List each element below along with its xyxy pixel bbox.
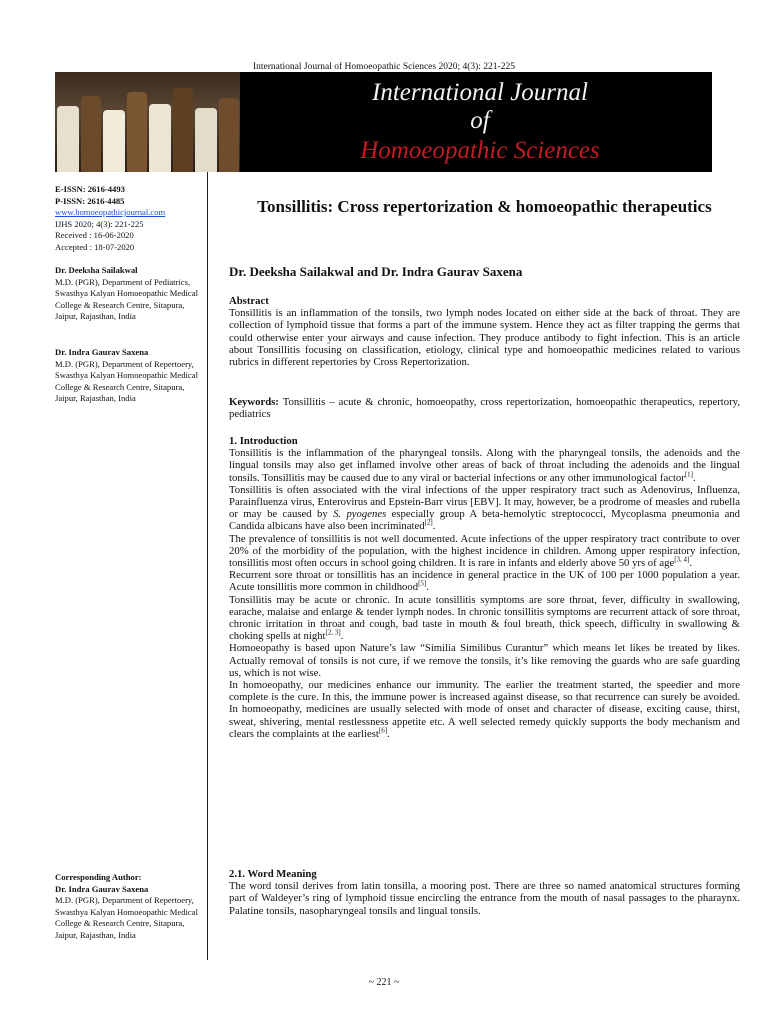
abstract-text: Tonsillitis is an inflammation of the tonsils, two lymph nodes located on either side at the back of throat. They are collection of lymphoid tissue that forms a part of the immune system. Hence they act as filter trapping the germs that could otherwise enter your airways and cause infection. They produce antibody to fight infection. This is an article about Tonsillitis focusing on classification, etiology, clinical type and homoeopathic medicines related to various rubrics in different repertories by Cross Repertorization. (229, 307, 740, 369)
banner-title-line1: International Journal (372, 79, 588, 106)
paragraph: Homoeopathy is based upon Nature’s law “Similia Similibus Curantur” which means let likes be treated by likes. Actually removal of tonsils is not cure, if we remove the tonsils, it’s like removing the guards who are safe guarding us, which is not wise. (229, 642, 740, 679)
eissn: E-ISSN: 2616-4493 (55, 184, 125, 194)
paragraph: The word tonsil derives from latin tonsilla, a mooring post. There are three so named anatomical structures forming part of Waldeyer’s ring of lymphoid tissue encircling the entrance from the mouth of nasal passages to the pharaynx. Palatine tonsils, nasopharyngeal tonsils and lingual tonsils. (229, 880, 740, 917)
page-number: ~ 221 ~ (368, 977, 400, 988)
paragraph: In homoeopathy, our medicines enhance our immunity. The earlier the treatment started, the speedier and more complete is the cure. In this, the immune power is increased against disease, so that recurrence can surely be avoided. In homoeopathy, medicines are usually selected with mode of onset and character of disease, exciting cause, thirst, sweat, shivering, mental restlessness appetite etc. A well selected remedy quickly supports the body mechanism and clears the complaints at the earliest[6]. (229, 679, 740, 740)
abstract-section (229, 295, 740, 368)
author2-name: Dr. Indra Gaurav Saxena (55, 347, 149, 357)
paragraph: Tonsillitis is the inflammation of the pharyngeal tonsils. Along with the pharyngeal tonsils, the adenoids and the lingual tonsils may also get inflamed involve other areas of back of throat including the adenoids and the lingual tonsils. Tonsillitis may be caused due to any viral or bacterial infections or any other immunological factor[1]. (229, 447, 740, 484)
intro-heading: 1. Introduction (229, 435, 298, 447)
corresponding-label: Corresponding Author: (55, 872, 142, 882)
keywords-section (229, 396, 740, 420)
citation-ref: [1] (684, 470, 693, 479)
accepted-date: Accepted : 18-07-2020 (55, 241, 135, 252)
sidebar-meta (55, 184, 203, 254)
introduction-section (229, 435, 740, 740)
paragraph: The prevalence of tonsillitis is not well documented. Acute infections of the upper respiratory tract contribute to over 20% of the morbidity of the population, with the highest incidence in children. Among upper respiratory infection, tonsillitis most often occurs in school going children. It is rare in infants and elderly above 50 yrs of age[3, 4]. (229, 532, 740, 570)
author1-name: Dr. Deeksha Sailakwal (55, 265, 138, 275)
website-link[interactable]: www.homoeopathicjournal.com (55, 207, 166, 218)
received-date: Received : 16-06-2020 (55, 230, 134, 241)
citation: IJHS 2020; 4(3): 221-225 (55, 218, 144, 229)
banner-title-line3: Homoeopathic Sciences (360, 137, 600, 164)
medicine-bottles-image (55, 72, 240, 172)
column-divider (207, 172, 208, 960)
paragraph: Recurrent sore throat or tonsillitis has an incidence in general practice in the UK of 100 per 1000 population a year. Acute tonsillitis more common in childhood[5]. (229, 569, 740, 594)
sidebar-corresponding (55, 872, 203, 942)
paragraph: Tonsillitis is often associated with the viral infections of the upper respiratory tract such as Adenovirus, Influenza, Parainfluenza virus, Enterovirus and Epstein-Barr virus [EBV]. It may, however, be a prodrome of measles and rubella or may be caused by S. pyogenes especially group A beta-hemolytic streptococci, Mycoplasma pneumonia and Candida albicans have also been incriminated[2]. (229, 483, 741, 533)
article-title: Tonsillitis: Cross repertorization & homoeopathic therapeutics (257, 197, 712, 216)
corresponding-name: Dr. Indra Gaurav Saxena (55, 883, 149, 894)
author2-affiliation: M.D. (PGR), Department of Repertoery, Swasthya Kalyan Homoeopathic Medical College & Research Centre, Sitapura, Jaipur, Rajasthan, India (55, 358, 198, 404)
article-authors: Dr. Deeksha Sailakwal and Dr. Indra Gaurav Saxena (229, 264, 523, 279)
word-meaning-section (229, 868, 740, 917)
running-header: International Journal of Homoeopathic Sciences 2020; 4(3): 221-225 (253, 62, 515, 72)
banner-title-line2: of (470, 107, 490, 134)
sidebar-author1 (55, 265, 203, 323)
word-meaning-heading: 2.1. Word Meaning (229, 868, 317, 880)
journal-banner (55, 72, 712, 172)
abstract-heading: Abstract (229, 295, 269, 307)
corresponding-affiliation: M.D. (PGR), Department of Repertoery, Swasthya Kalyan Homoeopathic Medical College & Research Centre, Sitapura, Jaipur, Rajasthan, India (55, 895, 198, 940)
citation-ref: [2] (424, 518, 433, 527)
keywords-label: Keywords: (229, 396, 279, 408)
paragraph: Tonsillitis may be acute or chronic. In acute tonsillitis symptoms are sore throat, fever, difficulty in swallowing, earache, malaise and enlarge & tender lymph nodes. In chronic tonsillitis symptoms are recurrent attack of sore throat, chronic irritation in throat and cough, bad taste in mouth & foul breath, thick speech, difficulty in swallowing & choking spells at night[2, 3]. (229, 593, 740, 643)
citation-ref: [6] (378, 726, 388, 735)
sidebar-author2 (55, 347, 203, 405)
citation-ref: [2, 3] (325, 628, 341, 637)
citation-ref: [5] (418, 579, 427, 588)
keywords-text: Tonsillitis – acute & chronic, homoeopathy, cross repertorization, homoeopathic therapeutics, repertory, pediatrics (229, 396, 740, 421)
citation-ref: [3, 4] (674, 555, 690, 564)
pissn: P-ISSN: 2616-4485 (55, 195, 125, 206)
author1-affiliation: M.D. (PGR), Department of Pediatrics, Swasthya Kalyan Homoeopathic Medical College & Research Centre, Sitapura, Jaipur, Rajasthan, India (55, 276, 198, 322)
